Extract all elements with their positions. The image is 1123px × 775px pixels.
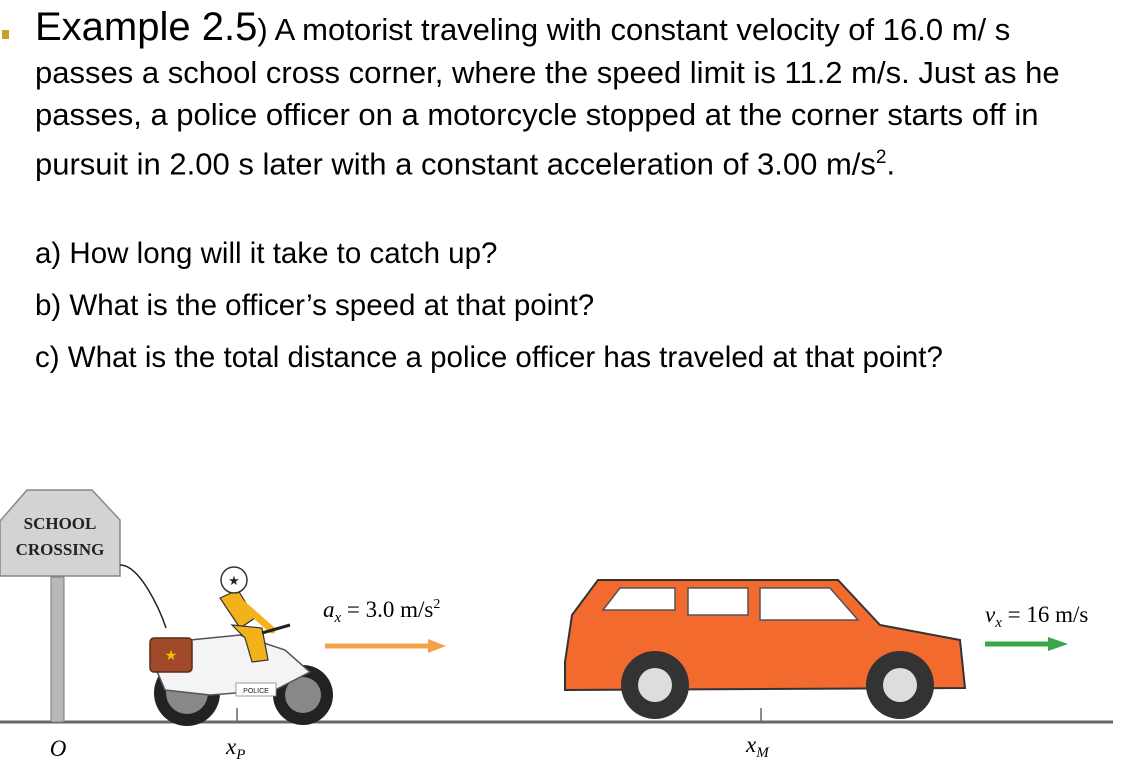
question-a: a) How long will it take to catch up? (35, 237, 498, 270)
sign-post (51, 577, 64, 722)
acceleration-arrow-head (428, 639, 446, 653)
problem-text: ) A motorist traveling with constant velocity of 16.0 m/ s passes a school cross corner, where the speed limit is 11.2 m/s. Just as he passes, a police officer on a motorcycle stopped at the corner starts off in pursuit in 2.00 s later with a constant acceleration of 3.00 m/s (35, 12, 1060, 181)
problem-text-end: . (886, 145, 896, 181)
velocity-arrow-head (1048, 637, 1068, 651)
question-c: c) What is the total distance a police officer has traveled at that point? (35, 341, 943, 374)
saddlebag-star-icon: ★ (164, 647, 178, 663)
acceleration-label: $a_x = 3.0$ $m/s^2$ (323, 597, 441, 626)
helmet-star-icon: ★ (228, 573, 240, 588)
origin-label: O (49, 736, 67, 761)
example-label: Example 2.5 (35, 5, 258, 49)
sign-line1: SCHOOL (23, 514, 97, 533)
sign-line2: CROSSING (15, 540, 105, 559)
car-front-hub (883, 668, 917, 702)
xm-label: $x_M$ (746, 732, 769, 761)
car-window-middle (688, 588, 748, 615)
car-rear-hub (638, 668, 672, 702)
xp-label: $x_P$ (226, 734, 246, 763)
radio-antenna (120, 565, 166, 628)
police-motorcycle (120, 565, 333, 726)
motorist-car (565, 580, 965, 719)
problem-text-superscript: 2 (875, 146, 887, 168)
police-label: POLICE (243, 688, 269, 695)
school-crossing-sign (0, 490, 120, 722)
question-b: b) What is the officer’s speed at that point? (35, 289, 595, 322)
sign-panel (0, 490, 120, 576)
velocity-label: $v_x = 16$ m/s (985, 602, 1089, 631)
